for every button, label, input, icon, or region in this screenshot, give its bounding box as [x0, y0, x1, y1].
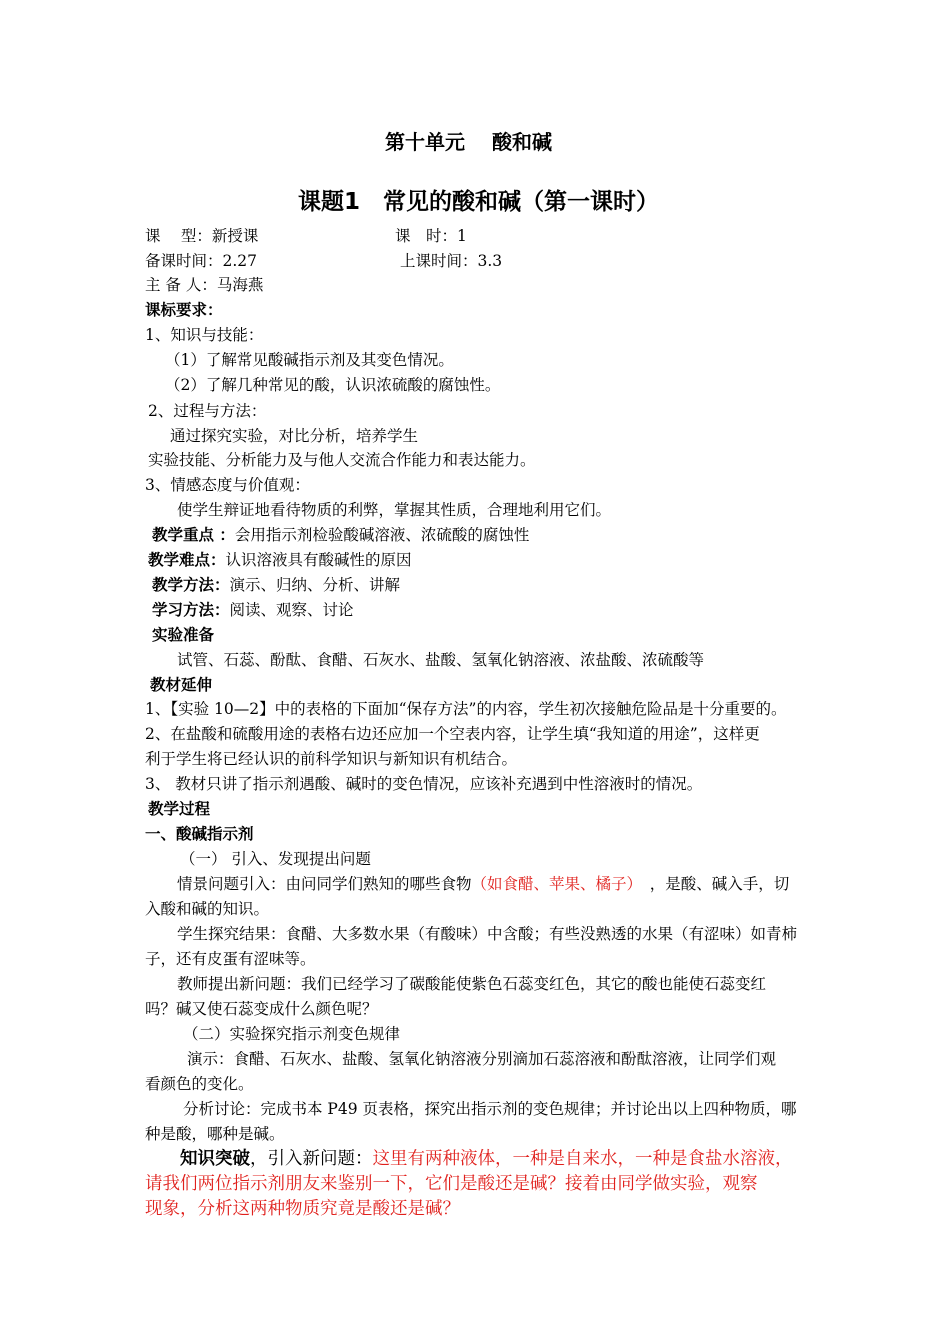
standard-process: 2、过程与方法： [148, 402, 267, 420]
extension-3: 3、 教材只讲了指示剂遇酸、碱时的变色情况，应该补充遇到中性溶液时的情况。 [145, 775, 703, 793]
knowledge-breakthrough-label: 知识突破 [180, 1149, 250, 1169]
standard-attitude: 3、情感态度与价值观： [145, 476, 310, 494]
para-scenario [177, 874, 789, 894]
key-point-text: 会用指示剂检验酸碱溶液、浓硫酸的腐蚀性 [234, 526, 530, 544]
unit-title: 第十单元 酸和碱 [385, 130, 552, 154]
para-result: 学生探究结果：食醋、大多数水果（有酸味）中含酸；有些没熟透的水果（有涩味）如青柿 [177, 925, 798, 943]
para-scenario-post: ，是酸、碱入手，切 [634, 875, 790, 893]
process-heading: 教学过程 [148, 800, 211, 818]
teaching-method-label: 教学方法： [152, 576, 230, 594]
hours-label: 课 时：1 [395, 227, 467, 245]
difficult-point-text: 认识溶液具有酸碱性的原因 [225, 551, 412, 569]
key-point-label: 教学重点 ： [152, 526, 235, 544]
preparer-label: 主 备 人：马海燕 [145, 276, 264, 294]
para-scenario-2: 入酸和碱的知识。 [145, 900, 270, 918]
difficult-point-label: 教学难点： [148, 551, 226, 569]
teaching-method-text: 演示、归纳、分析、讲解 [229, 576, 401, 594]
knowledge-breakthrough-mid: ，引入新问题： [250, 1149, 373, 1169]
lesson-title: 课题1 常见的酸和碱（第一课时） [298, 189, 660, 215]
standard-process-1: 通过探究实验，对比分析，培养学生 [170, 427, 419, 445]
prep-time-label: 备课时间：2.27 [145, 252, 258, 270]
para-demo: 演示：食醋、石灰水、盐酸、氢氧化钠溶液分别滴加石蕊溶液和酚酞溶液，让同学们观 [187, 1050, 777, 1068]
standard-knowledge-2: （2）了解几种常见的酸，认识浓硫酸的腐蚀性。 [165, 376, 501, 394]
section-indicator: 一、酸碱指示剂 [145, 825, 254, 843]
para-discussion: 分析讨论：完成书本 P49 页表格，探究出指示剂的变色规律；并讨论出以上四种物质，哪 [183, 1100, 797, 1118]
para-question-2: 吗？碱又使石蕊变成什么颜色呢？ [145, 1000, 378, 1018]
knowledge-breakthrough-red: 这里有两种液体，一种是自来水，一种是食盐水溶液， [372, 1149, 793, 1169]
teaching-method [152, 575, 400, 595]
study-method-label: 学习方法： [152, 601, 230, 619]
study-method-text: 阅读、观察、讨论 [229, 601, 354, 619]
standards-heading: 课标要求： [145, 301, 223, 319]
step-1: （一） 引入、发现提出问题 [180, 850, 371, 868]
standard-attitude-1: 使学生辩证地看待物质的利弊，掌握其性质，合理地利用它们。 [177, 501, 612, 519]
study-method [152, 600, 354, 620]
step-2: （二）实验探究指示剂变色规律 [183, 1025, 401, 1043]
knowledge-breakthrough [180, 1147, 793, 1171]
extension-2b: 利于学生将已经认识的前科学知识与新知识有机结合。 [145, 750, 518, 768]
extension-heading: 教材延伸 [150, 676, 213, 694]
standard-knowledge-1: （1）了解常见酸碱指示剂及其变色情况。 [165, 351, 454, 369]
standard-knowledge: 1、知识与技能： [145, 326, 264, 344]
difficult-point [148, 550, 412, 570]
standard-process-2: 实验技能、分析能力及与他人交流合作能力和表达能力。 [148, 451, 536, 469]
extension-1: 1、【实验 10—2】中的表格的下面加“保存方法”的内容，学生初次接触危险品是十分重要的。 [145, 700, 787, 718]
experiment-prep-heading: 实验准备 [152, 626, 215, 644]
para-result-2: 子，还有皮蛋有涩味等。 [145, 950, 316, 968]
type-label: 课 型：新授课 [145, 227, 259, 245]
class-time-label: 上课时间：3.3 [400, 252, 503, 270]
experiment-prep-text: 试管、石蕊、酚酞、食醋、石灰水、盐酸、氢氧化钠溶液、浓盐酸、浓硫酸等 [177, 651, 705, 669]
extension-2a: 2、在盐酸和硫酸用途的表格右边还应加一个空表内容，让学生填“我知道的用途”，这样更 [145, 725, 760, 743]
knowledge-breakthrough-2: 请我们两位指示剂朋友来鉴别一下，它们是酸还是碱？接着由同学做实验，观察 [145, 1174, 758, 1194]
key-point [152, 525, 529, 545]
para-question: 教师提出新问题：我们已经学习了碳酸能使紫色石蕊变红色，其它的酸也能使石蕊变红 [177, 975, 767, 993]
para-scenario-red: （如食醋、苹果、橘子） [471, 875, 635, 893]
knowledge-breakthrough-3: 现象，分析这两种物质究竟是酸还是碱？ [145, 1199, 460, 1219]
para-discussion-2: 种是酸，哪种是碱。 [145, 1125, 285, 1143]
para-demo-2: 看颜色的变化。 [145, 1075, 254, 1093]
para-scenario-pre: 情景问题引入：由问同学们熟知的哪些食物 [177, 875, 472, 893]
